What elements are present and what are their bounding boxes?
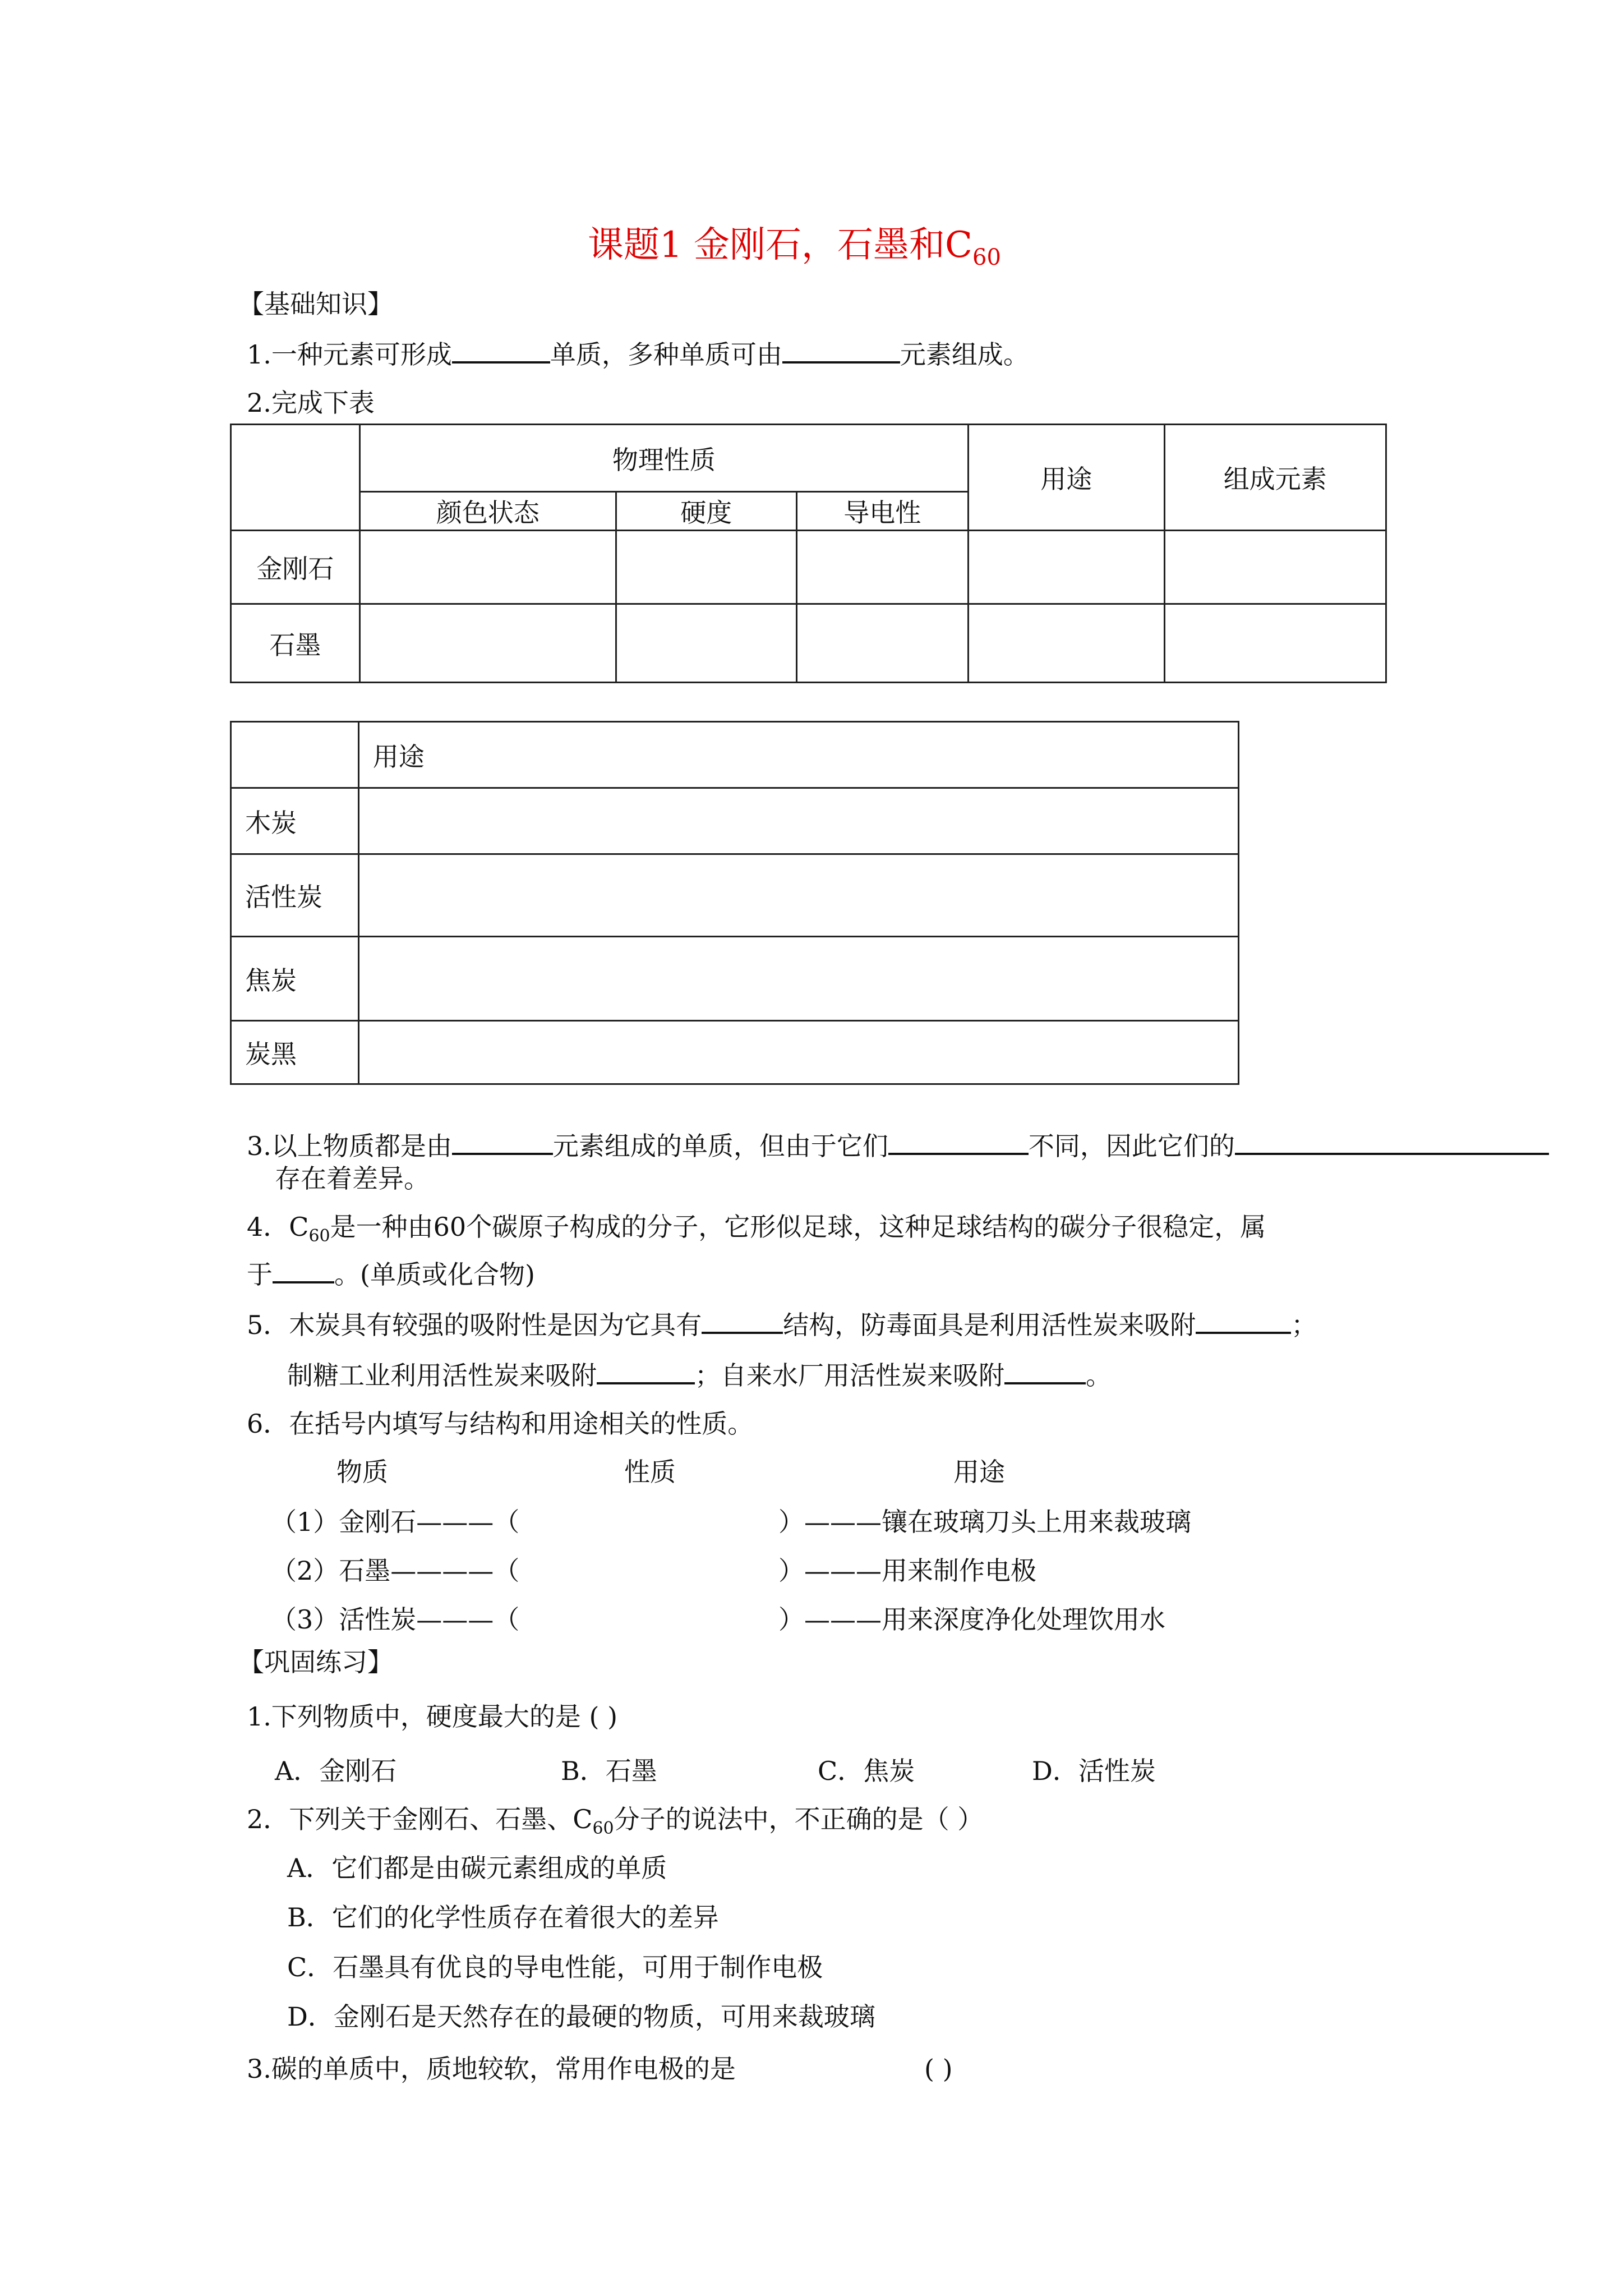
option-b[interactable]: B．石墨 [561, 1756, 657, 1786]
option-a[interactable]: A．它们都是由碳元素组成的单质 [287, 1853, 667, 1883]
table-cell[interactable] [969, 604, 1164, 683]
answer-blank[interactable] [597, 1358, 695, 1384]
answer-blank[interactable] [273, 1257, 334, 1283]
answer-blank[interactable] [782, 337, 900, 364]
question-3: 3.以上物质都是由 元素组成的单质，但由于它们 不同，因此它们的 [247, 1128, 1549, 1163]
row-label: 金刚石 [231, 531, 360, 604]
option-a[interactable]: A．金刚石 [275, 1756, 397, 1786]
table-cell[interactable] [969, 531, 1164, 604]
header-conductivity: 导电性 [796, 492, 969, 531]
table-cell[interactable] [616, 531, 796, 604]
row-label: 炭黑 [231, 1021, 359, 1084]
table-corner [231, 425, 360, 531]
header-physical-properties: 物理性质 [359, 425, 968, 492]
answer-blank[interactable] [1235, 1128, 1549, 1155]
row-label: 活性炭 [231, 854, 359, 937]
table-cell[interactable] [359, 531, 616, 604]
table-cell[interactable] [359, 604, 616, 683]
table-cell[interactable] [1164, 604, 1386, 683]
question-4-continued: 于 。(单质或化合物) [247, 1257, 535, 1291]
question-5-continued: 制糖工业利用活性炭来吸附 ；自来水厂用活性炭来吸附 。 [287, 1358, 1112, 1392]
section-basic: 【基础知识】 [238, 289, 393, 319]
page-title [588, 216, 1001, 270]
q6-item: （1）金刚石———（ [271, 1507, 520, 1537]
q6-header-use: 用途 [953, 1457, 1005, 1487]
header-hardness: 硬度 [616, 492, 796, 531]
answer-blank[interactable] [452, 1128, 553, 1155]
table-cell[interactable] [796, 531, 969, 604]
answer-blank[interactable] [452, 337, 550, 364]
table-cell[interactable] [358, 854, 1238, 937]
header-color-state: 颜色状态 [359, 492, 616, 531]
header-element: 组成元素 [1164, 425, 1386, 531]
q6-item-use: ）———镶在玻璃刀头上用来裁玻璃 [778, 1507, 1191, 1537]
table-cell[interactable] [1164, 531, 1386, 604]
practice-question-3: 3.碳的单质中，质地较软，常用作电极的是 [247, 2054, 736, 2084]
q6-item: （2）石墨————（ [271, 1556, 520, 1586]
practice-question-1: 1.下列物质中，硬度最大的是 ( ) [247, 1701, 618, 1732]
table-cell[interactable] [616, 604, 796, 683]
header-use: 用途 [358, 722, 1238, 788]
question-2: 2.完成下表 [247, 388, 375, 418]
q6-item: （3）活性炭———（ [271, 1604, 520, 1635]
properties-table [230, 424, 1387, 683]
title-main: 课题1 金刚石，石墨和C [588, 224, 973, 266]
answer-blank[interactable] [1004, 1358, 1086, 1384]
uses-table [230, 721, 1239, 1085]
answer-blank[interactable] [702, 1307, 783, 1334]
option-b[interactable]: B．它们的化学性质存在着很大的差异 [287, 1902, 719, 1932]
row-label: 焦炭 [231, 937, 359, 1021]
question-3-continued: 存在着差异。 [275, 1163, 430, 1194]
answer-blank[interactable] [888, 1128, 1029, 1155]
answer-paren[interactable]: ( ) [924, 2054, 953, 2084]
option-d[interactable]: D．活性炭 [1032, 1756, 1156, 1786]
option-c[interactable]: C．石墨具有优良的导电性能，可用于制作电极 [287, 1952, 823, 1982]
question-5: 5．木炭具有较强的吸附性是因为它具有 结构，防毒面具是利用活性炭来吸附 ； [247, 1307, 1317, 1342]
q6-header-property: 性质 [624, 1457, 676, 1487]
row-label: 石墨 [231, 604, 360, 683]
section-practice: 【巩固练习】 [238, 1647, 393, 1677]
option-d[interactable]: D．金刚石是天然存在的最硬的物质，可用来裁玻璃 [287, 2001, 875, 2032]
q6-header-substance: 物质 [336, 1457, 388, 1487]
header-use: 用途 [969, 425, 1164, 531]
table-cell[interactable] [358, 788, 1238, 854]
row-label: 木炭 [231, 788, 359, 854]
practice-question-2: 2．下列关于金刚石、石墨、$C_{60}$分子的说法中，不正确的是（ ） [247, 1804, 984, 1839]
title-subscript: 60 [972, 244, 1001, 270]
q6-item-use: ）———用来制作电极 [778, 1556, 1036, 1586]
table-corner [231, 722, 359, 788]
answer-blank[interactable] [1196, 1307, 1291, 1334]
question-1: 1.一种元素可形成 单质，多种单质可由 元素组成。 [247, 337, 1029, 371]
option-c[interactable]: C．焦炭 [818, 1756, 915, 1786]
q6-item-use: ）———用来深度净化处理饮用水 [778, 1604, 1165, 1635]
question-6: 6．在括号内填写与结构和用途相关的性质。 [247, 1409, 754, 1439]
question-4: 4．$C_{60}$是一种由60个碳原子构成的分子，它形似足球，这种足球结构的碳分子很稳定，属 [247, 1212, 1266, 1246]
table-cell[interactable] [358, 1021, 1238, 1084]
table-cell[interactable] [796, 604, 969, 683]
table-cell[interactable] [358, 937, 1238, 1021]
